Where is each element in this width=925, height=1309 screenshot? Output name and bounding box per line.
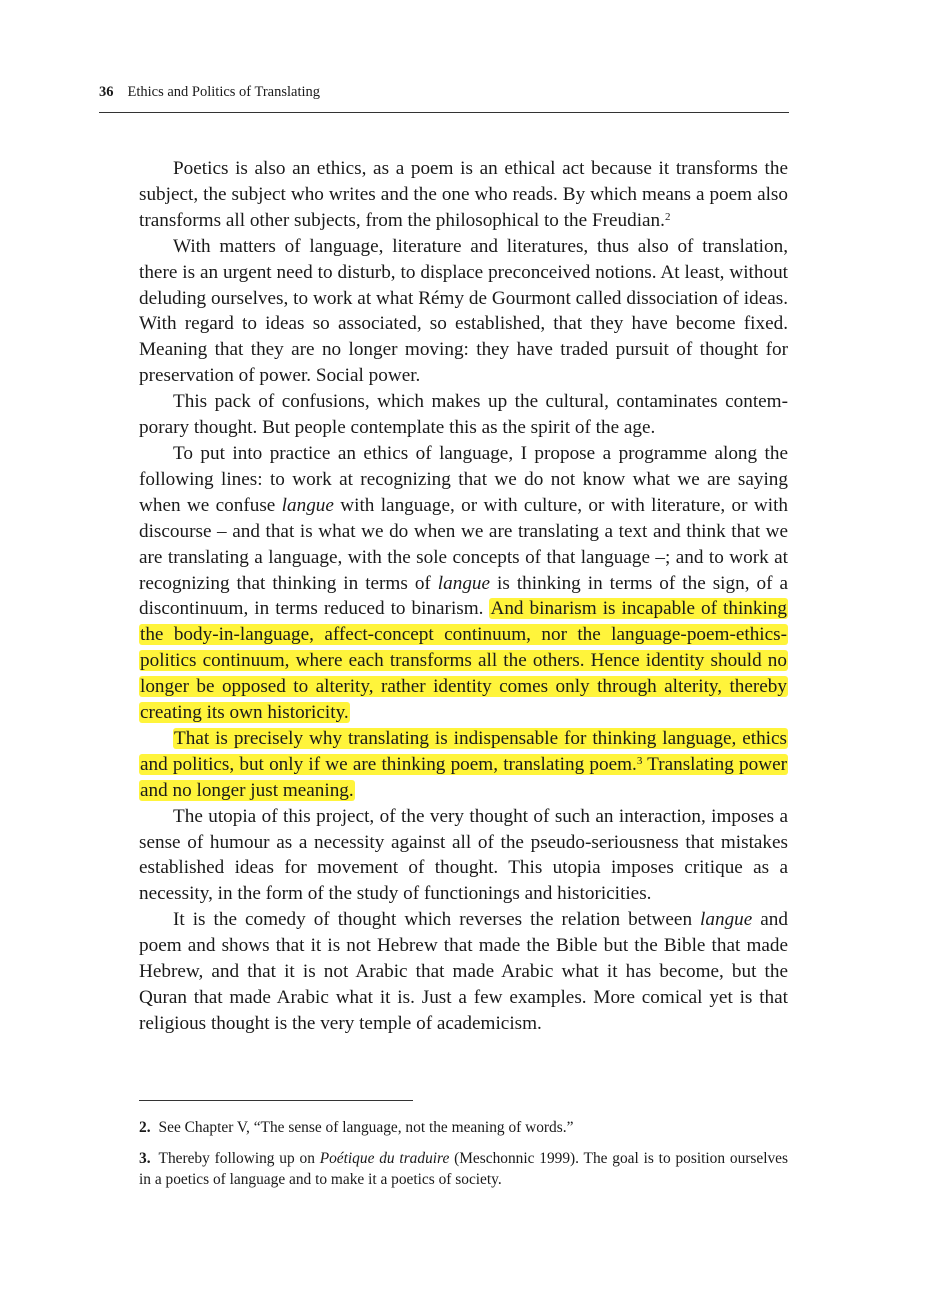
paragraph: This pack of confusions, which makes up the cultural, contaminates contemporary thought. But people contemplate this as the spirit of the age. [139,391,788,439]
footnote-number: 3. [139,1150,151,1167]
italic-term: langue [281,494,334,516]
footnote [139,1117,788,1138]
running-header [99,84,789,113]
highlighted-text: Translating power and no longer just meaning. [140,753,787,801]
paragraph [139,441,788,726]
footnote-number: 2. [139,1119,151,1136]
paragraph [139,726,788,804]
footnotes [139,1117,788,1200]
highlighted-passage[interactable] [139,728,788,801]
footnote [139,1148,788,1190]
highlighted-passage[interactable]: And binarism is incapable of thinking the body-in-language, affect-concept continuum, nor the language-poem-ethics-politics continuum, where each transforms all the others. Hence identity should no longer be opposed to alterity, rather identity comes only through alterity, thereby creating its own historicity. [140,598,787,724]
paragraph-text: To put into practice an ethics of language, I propose a programme along the following lines: to work at recognizing that we do not know what we are saying when we confuse [139,442,788,516]
book-title: Poétique du traduire [319,1150,450,1167]
footnote-text: (Meschonnic 1999). The goal is to position ourselves in a poetics of language and to make it a poetics of society. [139,1150,788,1188]
paragraph-text: Poetics is also an ethics, as a poem is an ethical act because it transforms the subject, the subject who writes and the one who reads. By which means a poem also transforms all other subjects, from the philosophical to the Freudian. [139,158,788,231]
paragraph [139,907,788,1037]
paragraph-text: and poem and shows that it is not Hebrew that made the Bible but the Bible that made Hebrew, and that it is not Arabic that made Arabic what it has become, but the Quran that made Arabic what it is. Just a few examples. More comical yet is that religious thought is the very temple of academicism. [139,909,788,1034]
footnote-ref-2[interactable]: 2 [664,210,671,223]
paragraph: The utopia of this project, of the very thought of such an interaction, imposes a sense of humour as a necessity against all of the pseudo-seriousness that mistakes established ideas for movement of thought. This utopia imposes critique as a necessity, in the form of the study of functionings and historicities. [139,805,788,905]
italic-term: langue [437,572,491,594]
footnote-divider [139,1100,413,1101]
paragraph [139,156,788,234]
paragraph-text: It is the comedy of thought which reverses the relation between [173,909,701,931]
paragraph-text: with language, or with culture, or with literature, or with discourse – and that is what we do when we are translating a text and think that we are translating a language, with the sole concepts of that language –; and to work at recognizing that thinking in terms of [139,494,789,594]
paragraph-text: is thinking in terms of the sign, of a discontinuum, in terms reduced to binarism. [139,572,788,620]
paragraph: With matters of language, literature and literatures, thus also of translation, there is an urgent need to disturb, to displace preconceived notions. At least, without deluding ourselves, to work at what Rémy de Gourmont called dissociation of ideas. With regard to ideas so associated, so established, that they have become fixed. Meaning that they are no longer moving: they have traded pursuit of thought for preservation of power. Social power. [139,235,788,387]
main-text [139,156,788,1037]
running-title: Ethics and Politics of Translating [127,84,321,100]
footnote-text: Thereby following up on [158,1150,320,1167]
footnote-text: See Chapter V, “The sense of language, not the meaning of words.” [158,1119,574,1136]
footnote-ref-3[interactable]: 3 [636,754,643,767]
highlighted-text: That is precisely why translating is indispensable for thinking language, ethics and politics, but only if we are thinking poem, translating poem. [140,727,787,775]
italic-term: langue [700,909,753,931]
page-number: 36 [99,84,114,100]
